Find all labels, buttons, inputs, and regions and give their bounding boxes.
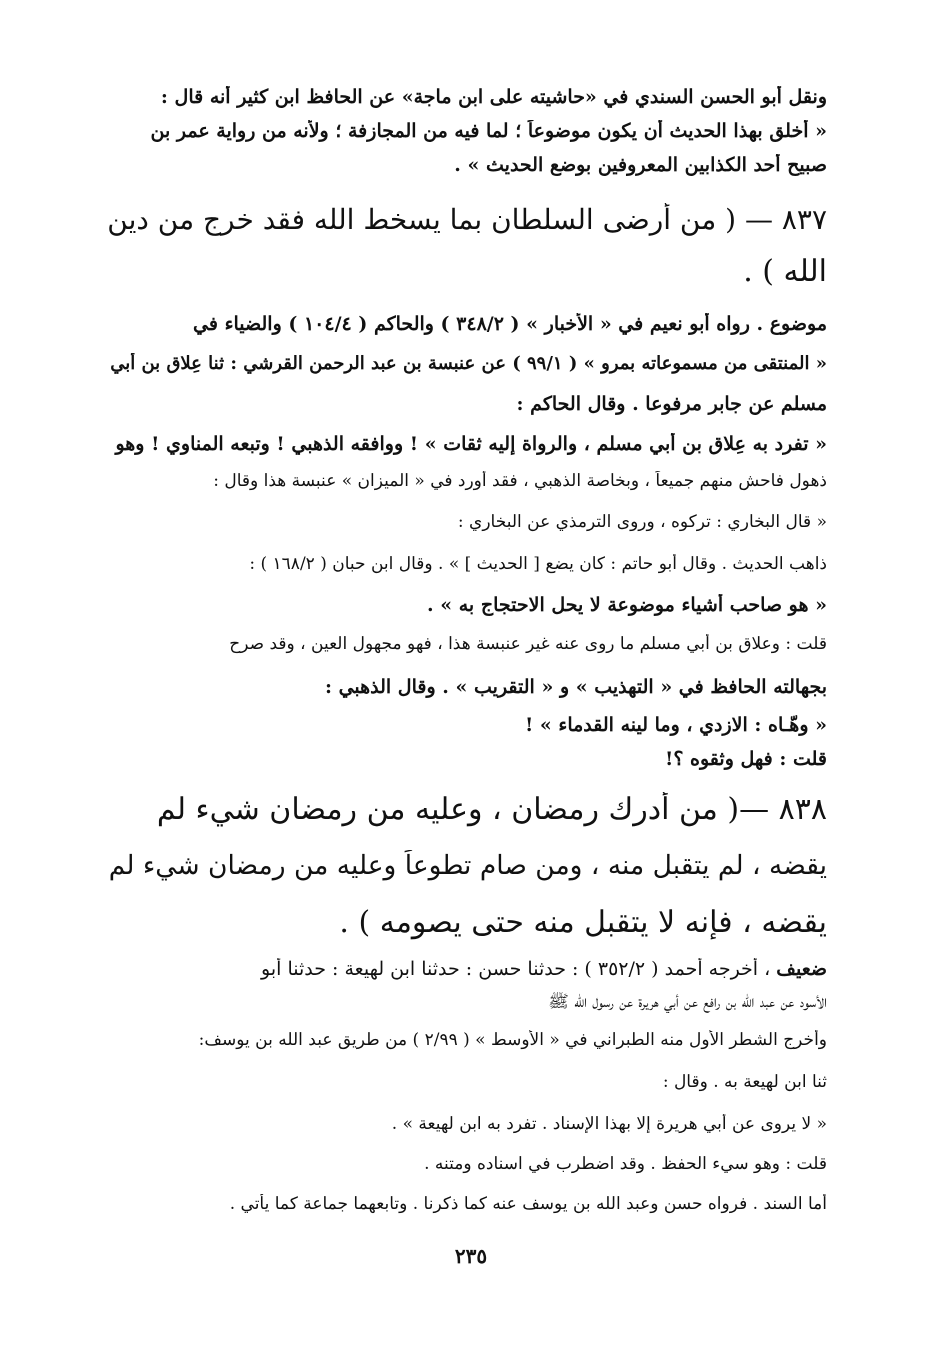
commentary-837-line-1 [107, 313, 827, 337]
intro-line-3: صبيح أحد الكذابين المعروفين بوضع الحديث » . [454, 154, 827, 176]
grade-label-daif: ضعيف [776, 958, 827, 980]
page-number: ٢٣٥ [454, 1244, 488, 1268]
commentary-837-line-3: مسلم عن جابر مرفوعا . وقال الحاكم : [516, 393, 827, 415]
hadith-838-line-2: يقضه ، لم يتقبل منه ، ومن صام تطوعاً وعليه من رمضان شيء لم [108, 850, 827, 881]
quote-tabarani: « لا يروى عن أبي هريرة إلا بهذا الإسناد . تفرد به ابن لهيعة » . [391, 1114, 827, 1134]
commentary-838-line-1 [107, 958, 827, 982]
hadith-838-line-3: يقضه ، فإنه لا يتقبل منه حتى يصومه ) . [339, 905, 827, 940]
hadith-837-line-1: ٨٣٧ — ( من أرضى السلطان بما يسخط الله فقد خرج من دين [107, 203, 827, 236]
intro-line-2: « أخلق بهذا الحديث أن يكون موضوعاً ؛ لما فيه من المجازفة ؛ ولأنه من رواية عمر بن [150, 120, 827, 142]
hadith-838-line-1: ٨٣٨ —( من أدرك رمضان ، وعليه من رمضان شيء لم [156, 792, 827, 827]
note-allaq-line-2: بجهالته الحافظ في « التهذيب » و « التقريب » . وقال الذهبي : [324, 676, 827, 698]
note-ibn-lahia: قلت : وهو سيء الحفظ . وقد اضطرب في اسناده ومتنه . [424, 1154, 827, 1174]
commentary-838-line-3: وأخرج الشطر الأول منه الطبراني في « الأوسط » ( ٢/٩٩ ) من طريق عبد الله بن يوسف: [198, 1030, 827, 1050]
commentary-837-line-2: « المنتقى من مسموعاته بمرو » ( ٩٩/١ ) عن عنبسة بن عبد الرحمن القرشي : ثنا عِلاق بن أبي [110, 353, 827, 374]
hadith-837-line-2: الله ) . [743, 254, 827, 289]
note-isnad: أما السند . فرواه حسن وعبد الله بن يوسف عنه كما ذكرنا . وتابعهما جماعة كما يأتي . [229, 1194, 827, 1214]
commentary-838-line-2: الأسود عن عبد الله بن رافع عن أبي هريرة عن رسول الله ﷺ [548, 992, 827, 1012]
quote-hakim-line-2: ذهول فاحش منهم جميعاً ، وبخاصة الذهبي ، فقد أورد في « الميزان » عنبسة هذا وقال : [213, 471, 827, 491]
note-question: قلت : فهل وثقوه ؟! [664, 748, 827, 770]
grade-label-mawdu: موضوع [769, 313, 827, 335]
quote-ibn-hibban: « هو صاحب أشياء موضوعة لا يحل الاحتجاج به » . [427, 594, 827, 616]
quote-hakim-line-1: « تفرد به عِلاق بن أبي مسلم ، والرواة إليه ثقات » ! ووافقه الذهبي ! وتبعه المناوي ! وهو [115, 433, 827, 455]
commentary-838-line-1-rest: ، أخرجه أحمد ( ٣٥٢/٢ ) : حدثنا حسن : حدثنا ابن لهيعة : حدثنا أبو [261, 958, 777, 980]
commentary-837-line-1-rest: . رواه أبو نعيم في « الأخبار » ( ٣٤٨/٢ ) والحاكم ( ١٠٤/٤ ) والضياء في [193, 313, 770, 335]
quote-abu-hatim: ذاهب الحديث . وقال أبو حاتم : كان يضع [ الحديث ] » . وقال ابن حبان ( ١٦٨/٢ ) : [249, 554, 827, 574]
commentary-838-line-4: ثنا ابن لهيعة به . وقال : [662, 1072, 827, 1092]
quote-dhahabi: « وهّـاه : الازدي ، وما لينه القدماء » ! [524, 714, 827, 736]
quote-bukhari: « قال البخاري : تركوه ، وروى الترمذي عن البخاري : [457, 512, 827, 532]
intro-line-1: ونقل أبو الحسن السندي في «حاشيته على ابن ماجة» عن الحافظ ابن كثير أنه قال : [160, 86, 827, 108]
note-allaq-line-1: قلت : وعلاق بن أبي مسلم ما روى عنه غير عنبسة هذا ، فهو مجهول العين ، وقد صرح [229, 634, 827, 654]
